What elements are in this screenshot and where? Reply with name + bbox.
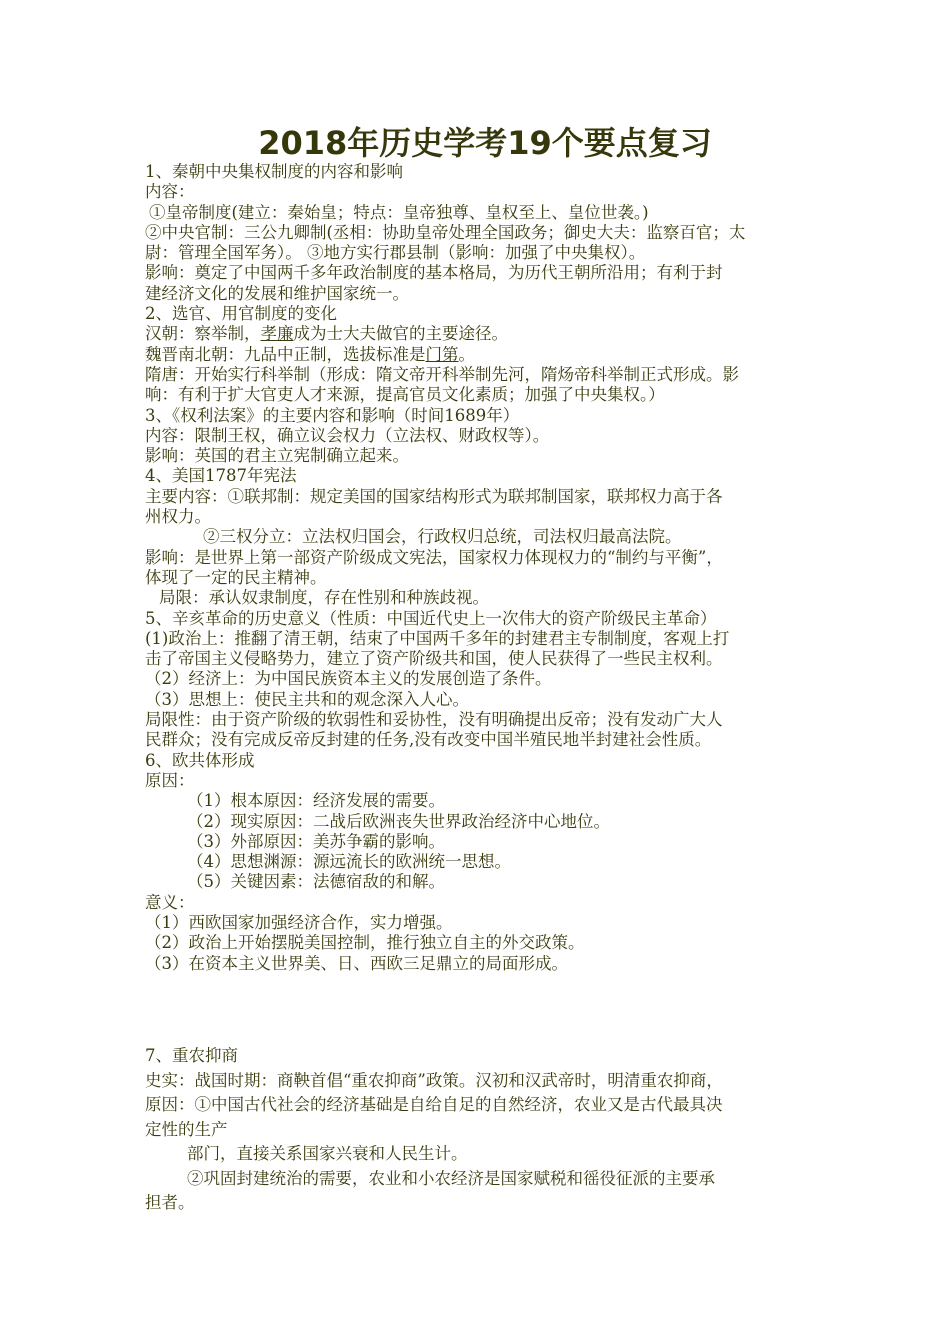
- text-line: 内容：限制王权，确立议会权力（立法权、财政权等）。: [145, 425, 550, 445]
- text-line: 史实：战国时期：商鞅首倡“重农抑商”政策。汉初和汉武帝时，明清重农抑商，: [145, 1070, 723, 1090]
- text-line: [145, 345, 815, 365]
- text-line: （3）思想上：使民主共和的观念深入人心。: [145, 689, 469, 709]
- text-line: （2）经济上：为中国民族资本主义的发展创造了条件。: [145, 669, 552, 689]
- section-heading: 7、重农抑商: [145, 1046, 238, 1065]
- text-line: 响：有利于扩大官吏人才来源，提高官员文化素质；加强了中央集权。）: [145, 385, 665, 405]
- text-line: 局限：承认奴隶制度，存在性别和种族歧视。: [159, 588, 489, 608]
- text-segment: 汉朝：察举制，: [145, 324, 261, 344]
- underlined-term: 门第: [425, 344, 459, 364]
- text-line: ②三权分立：立法权归国会，行政权归总统，司法权归最高法院。: [203, 527, 682, 547]
- text-line: 建经济文化的发展和维护国家统一。: [145, 283, 409, 303]
- text-line: 原因：①中国古代社会的经济基础是自给自足的自然经济，农业又是古代最具决: [145, 1095, 723, 1114]
- text-line: 击了帝国主义侵略势力，建立了资产阶级共和国，使人民获得了一些民主权利。: [145, 649, 723, 669]
- text-line: [145, 324, 815, 344]
- text-line: 定性的生产: [145, 1119, 228, 1139]
- text-line: 影响：是世界上第一部资产阶级成文宪法，国家权力体现权力的“制约与平衡”，: [145, 547, 723, 567]
- text-line: 体现了一定的民主精神。: [145, 567, 327, 587]
- list-item: （1）西欧国家加强经济合作，实力增强。: [145, 912, 453, 932]
- section-heading: 6、欧共体形成: [145, 750, 255, 770]
- underlined-term: 孝廉: [260, 324, 294, 344]
- text-line: 局限性：由于资产阶级的软弱性和妥协性，没有明确提出反帝；没有发动广大人: [145, 710, 723, 730]
- text-line: 担者。: [145, 1193, 195, 1212]
- section-heading: 5、辛亥革命的历史意义（性质：中国近代史上一次伟大的资产阶级民主革命）: [145, 608, 717, 628]
- text-line: ②中央官制：三公九卿制(丞相：协助皇帝处理全国政务；御史大夫：监察百官；太: [145, 222, 746, 242]
- text-line: 州权力。: [145, 507, 211, 527]
- list-item: （4）思想渊源：源远流长的欧洲统一思想。: [187, 852, 511, 872]
- section-heading: 3、《权利法案》的主要内容和影响（时间1689年）: [145, 405, 520, 425]
- text-line: 内容：: [145, 182, 195, 202]
- list-item: （3）外部原因：美苏争霸的影响。: [187, 831, 445, 851]
- text-line: 隋唐：开始实行科举制（形成：隋文帝开科举制先河，隋炀帝科举制正式形成。影: [145, 364, 739, 384]
- list-item: （5）关键因素：法德宿敌的和解。: [187, 872, 445, 892]
- list-item: （2）现实原因：二战后欧洲丧失世界政治经济中心地位。: [187, 811, 610, 831]
- section-heading: 1、秦朝中央集权制度的内容和影响: [145, 162, 403, 181]
- text-line: (1)政治上：推翻了清王朝，结束了中国两千多年的封建君主专制制度，客观上打: [145, 628, 730, 648]
- section-heading: 2、选官、用官制度的变化: [145, 304, 337, 324]
- text-segment: 。: [458, 344, 475, 364]
- list-item: （1）根本原因：经济发展的需要。: [187, 791, 445, 811]
- text-line: 影响：英国的君主立宪制确立起来。: [145, 446, 409, 466]
- text-line: 民群众；没有完成反帝反封建的任务,没有改变中国半殖民地半封建社会性质。: [145, 730, 712, 750]
- section-heading: 4、美国1787年宪法: [145, 466, 297, 486]
- text-line: 主要内容：①联邦制：规定美国的国家结构形式为联邦制国家，联邦权力高于各: [145, 486, 723, 506]
- text-line: 影响：奠定了中国两千多年政治制度的基本格局，为历代王朝所沿用；有利于封: [145, 263, 723, 283]
- text-line: 尉：管理全国军务）。 ③地方实行郡县制（影响：加强了中央集权）。: [145, 243, 646, 263]
- page-title: 2018年历史学考19个要点复习: [258, 124, 712, 162]
- document-body: [145, 162, 815, 974]
- text-segment: 成为士大夫做官的主要途径。: [293, 324, 508, 344]
- list-item: （3）在资本主义世界美、日、西欧三足鼎立的局面形成。: [145, 953, 568, 973]
- text-line: ①皇帝制度(建立：秦始皇；特点：皇帝独尊、皇权至上、皇位世袭。): [149, 202, 649, 222]
- document-body-continued: [145, 1044, 815, 1216]
- text-line: 原因：: [145, 770, 195, 790]
- text-segment: 魏晋南北朝：九品中正制，选拔标准是: [145, 344, 426, 364]
- text-line: 意义：: [145, 892, 195, 912]
- list-item: （2）政治上开始摆脱美国控制，推行独立自主的外交政策。: [145, 933, 585, 953]
- text-line: 部门，直接关系国家兴衰和人民生计。: [187, 1144, 468, 1163]
- text-line: ②巩固封建统治的需要，农业和小农经济是国家赋税和徭役征派的主要承: [187, 1168, 715, 1188]
